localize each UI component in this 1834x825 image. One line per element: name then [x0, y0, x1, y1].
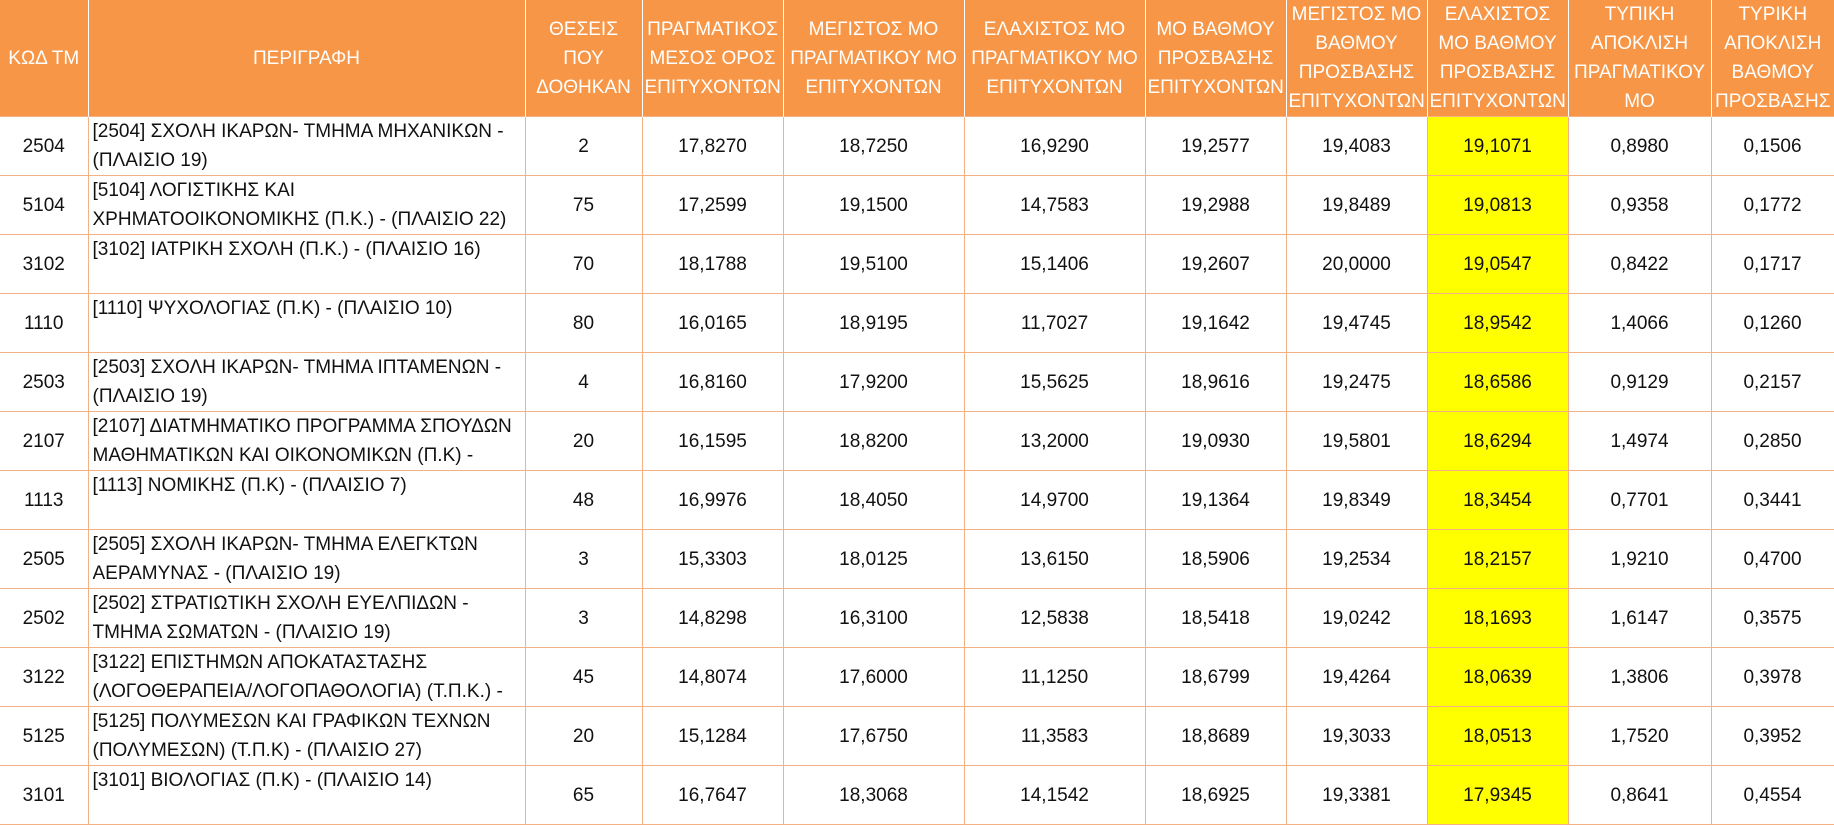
table-cell[interactable]: 2503: [0, 353, 88, 412]
table-cell[interactable]: 2: [525, 117, 642, 176]
table-cell[interactable]: 19,0242: [1286, 589, 1427, 648]
table-cell[interactable]: 2107: [0, 412, 88, 471]
table-cell[interactable]: 18,0639: [1427, 648, 1568, 707]
table-cell[interactable]: 14,1542: [964, 766, 1145, 825]
table-cell[interactable]: 19,0930: [1145, 412, 1286, 471]
table-cell[interactable]: 20: [525, 707, 642, 766]
table-cell[interactable]: 0,9358: [1568, 176, 1711, 235]
table-cell[interactable]: 18,9542: [1427, 294, 1568, 353]
column-header[interactable]: ΜΕΓΙΣΤΟΣ ΜΟ ΠΡΑΓΜΑΤΙΚΟΥ ΜΟ ΕΠΙΤΥΧΟΝΤΩΝ: [783, 0, 964, 117]
table-row[interactable]: [0, 117, 1834, 176]
table-cell[interactable]: 20: [525, 412, 642, 471]
table-cell[interactable]: 19,0547: [1427, 235, 1568, 294]
table-row[interactable]: [0, 176, 1834, 235]
table-cell[interactable]: 16,9976: [642, 471, 783, 530]
table-cell[interactable]: 1,3806: [1568, 648, 1711, 707]
table-cell[interactable]: 16,9290: [964, 117, 1145, 176]
table-cell[interactable]: 11,1250: [964, 648, 1145, 707]
table-cell[interactable]: 16,1595: [642, 412, 783, 471]
table-cell[interactable]: 3122: [0, 648, 88, 707]
table-row[interactable]: [0, 471, 1834, 530]
table-cell[interactable]: 18,2157: [1427, 530, 1568, 589]
table-cell[interactable]: 18,5906: [1145, 530, 1286, 589]
table-cell[interactable]: 18,5418: [1145, 589, 1286, 648]
table-row[interactable]: [0, 353, 1834, 412]
table-row[interactable]: [0, 412, 1834, 471]
table-cell[interactable]: 19,0813: [1427, 176, 1568, 235]
table-cell[interactable]: 19,2607: [1145, 235, 1286, 294]
table-row[interactable]: [0, 235, 1834, 294]
column-header[interactable]: ΘΕΣΕΙΣ ΠΟΥ ΔΟΘΗΚΑΝ: [525, 0, 642, 117]
table-cell[interactable]: 0,9129: [1568, 353, 1711, 412]
table-cell[interactable]: 1,4974: [1568, 412, 1711, 471]
table-cell[interactable]: 15,1406: [964, 235, 1145, 294]
table-cell[interactable]: 19,5100: [783, 235, 964, 294]
table-row[interactable]: [0, 648, 1834, 707]
column-header[interactable]: ΜΕΓΙΣΤΟΣ ΜΟ ΒΑΘΜΟΥ ΠΡΟΣΒΑΣΗΣ ΕΠΙΤΥΧΟΝΤΩΝ: [1286, 0, 1427, 117]
table-cell[interactable]: 15,3303: [642, 530, 783, 589]
cell-text: [2503] ΣΧΟΛΗ ΙΚΑΡΩΝ- ΤΜΗΜΑ ΙΠΤΑΜΕΝΩΝ - (ΠΛΑΙΣΙΟ 19): [92, 357, 502, 407]
table-cell[interactable]: 0,7701: [1568, 471, 1711, 530]
table-cell[interactable]: 11,3583: [964, 707, 1145, 766]
table-cell[interactable]: 13,6150: [964, 530, 1145, 589]
table-cell[interactable]: 18,1693: [1427, 589, 1568, 648]
table-cell[interactable]: [88, 117, 525, 176]
table-cell[interactable]: 0,3575: [1711, 589, 1834, 648]
table-cell[interactable]: 0,2850: [1711, 412, 1834, 471]
table-cell[interactable]: 19,2988: [1145, 176, 1286, 235]
table-cell[interactable]: 17,8270: [642, 117, 783, 176]
column-header[interactable]: ΜΟ ΒΑΘΜΟΥ ΠΡΟΣΒΑΣΗΣ ΕΠΙΤΥΧΟΝΤΩΝ: [1145, 0, 1286, 117]
cell-text: [2504] ΣΧΟΛΗ ΙΚΑΡΩΝ- ΤΜΗΜΑ ΜΗΧΑΝΙΚΩΝ - (ΠΛΑΙΣΙΟ 19): [92, 121, 504, 171]
table-cell[interactable]: [88, 589, 525, 648]
table-cell[interactable]: 3: [525, 589, 642, 648]
table-cell[interactable]: [88, 471, 525, 530]
table-cell[interactable]: 19,2534: [1286, 530, 1427, 589]
table-cell[interactable]: [88, 176, 525, 235]
cell-text: [1110] ΨΥΧΟΛΟΓΙΑΣ (Π.Κ) - (ΠΛΑΙΣΙΟ 10): [92, 298, 453, 319]
table-cell[interactable]: 1,4066: [1568, 294, 1711, 353]
table-cell[interactable]: 16,7647: [642, 766, 783, 825]
table-cell[interactable]: 70: [525, 235, 642, 294]
cell-text: [3101] ΒΙΟΛΟΓΙΑΣ (Π.Κ) - (ΠΛΑΙΣΙΟ 14): [92, 770, 432, 791]
table-cell[interactable]: 3101: [0, 766, 88, 825]
column-header[interactable]: ΕΛΑΧΙΣΤΟΣ ΜΟ ΠΡΑΓΜΑΤΙΚΟΥ ΜΟ ΕΠΙΤΥΧΟΝΤΩΝ: [964, 0, 1145, 117]
table-cell[interactable]: 18,8689: [1145, 707, 1286, 766]
table-cell[interactable]: 80: [525, 294, 642, 353]
table-cell[interactable]: [88, 766, 525, 825]
column-header[interactable]: ΤΥΠΙΚΗ ΑΠΟΚΛΙΣΗ ΠΡΑΓΜΑΤΙΚΟΥ ΜΟ: [1568, 0, 1711, 117]
cell-text: [2502] ΣΤΡΑΤΙΩΤΙΚΗ ΣΧΟΛΗ ΕΥΕΛΠΙΔΩΝ - ΤΜΗΜΑ ΣΩΜΑΤΩΝ - (ΠΛΑΙΣΙΟ 19): [92, 593, 469, 643]
table-cell[interactable]: 16,3100: [783, 589, 964, 648]
table-cell[interactable]: 15,5625: [964, 353, 1145, 412]
table-cell[interactable]: 65: [525, 766, 642, 825]
table-cell[interactable]: 19,3033: [1286, 707, 1427, 766]
table-cell[interactable]: 1110: [0, 294, 88, 353]
table-cell[interactable]: 18,6925: [1145, 766, 1286, 825]
table-cell[interactable]: 12,5838: [964, 589, 1145, 648]
cell-text: [2505] ΣΧΟΛΗ ΙΚΑΡΩΝ- ΤΜΗΜΑ ΕΛΕΓΚΤΩΝ ΑΕΡΑΜΥΝΑΣ - (ΠΛΑΙΣΙΟ 19): [92, 534, 478, 584]
column-header[interactable]: ΤΥΡΙΚΗ ΑΠΟΚΛΙΣΗ ΒΑΘΜΟΥ ΠΡΟΣΒΑΣΗΣ: [1711, 0, 1834, 117]
table-cell[interactable]: 19,4745: [1286, 294, 1427, 353]
column-header[interactable]: ΠΡΑΓΜΑΤΙΚΟΣ ΜΕΣΟΣ ΟΡΟΣ ΕΠΙΤΥΧΟΝΤΩΝ: [642, 0, 783, 117]
table-cell[interactable]: 17,9345: [1427, 766, 1568, 825]
table-cell[interactable]: 19,1364: [1145, 471, 1286, 530]
table-row[interactable]: [0, 294, 1834, 353]
table-row[interactable]: [0, 589, 1834, 648]
table-cell[interactable]: 16,8160: [642, 353, 783, 412]
table-cell[interactable]: 14,7583: [964, 176, 1145, 235]
table-cell[interactable]: 18,9616: [1145, 353, 1286, 412]
table-cell[interactable]: 4: [525, 353, 642, 412]
table-cell[interactable]: [88, 353, 525, 412]
table-cell[interactable]: 14,8074: [642, 648, 783, 707]
table-cell[interactable]: 19,4083: [1286, 117, 1427, 176]
table-cell[interactable]: 14,9700: [964, 471, 1145, 530]
table-cell[interactable]: 18,4050: [783, 471, 964, 530]
cell-text: [2107] ΔΙΑΤΜΗΜΑΤΙΚΟ ΠΡΟΓΡΑΜΜΑ ΣΠΟΥΔΩΝ ΜΑΘΗΜΑΤΙΚΩΝ ΚΑΙ ΟΙΚΟΝΟΜΙΚΩΝ (Π.Κ) -: [92, 416, 512, 466]
table-cell[interactable]: 19,3381: [1286, 766, 1427, 825]
table-cell[interactable]: 0,1260: [1711, 294, 1834, 353]
table-cell[interactable]: 17,6000: [783, 648, 964, 707]
table-cell[interactable]: 19,8489: [1286, 176, 1427, 235]
table-cell[interactable]: 20,0000: [1286, 235, 1427, 294]
table-cell[interactable]: 3102: [0, 235, 88, 294]
table-cell[interactable]: 0,3978: [1711, 648, 1834, 707]
table-cell[interactable]: 48: [525, 471, 642, 530]
table-cell[interactable]: 0,4554: [1711, 766, 1834, 825]
table-cell[interactable]: 18,3068: [783, 766, 964, 825]
table-cell[interactable]: 0,1717: [1711, 235, 1834, 294]
cell-text: [3122] ΕΠΙΣΤΗΜΩΝ ΑΠΟΚΑΤΑΣΤΑΣΗΣ (ΛΟΓΟΘΕΡΑΠΕΙΑ/ΛΟΓΟΠΑΘΟΛΟΓΙΑ) (Τ.Π.Κ.) -: [92, 652, 503, 702]
table-row[interactable]: [0, 707, 1834, 766]
table-cell[interactable]: [88, 648, 525, 707]
table-cell[interactable]: 18,8200: [783, 412, 964, 471]
table-cell[interactable]: 75: [525, 176, 642, 235]
table-cell[interactable]: [88, 412, 525, 471]
table-body: [0, 117, 1834, 825]
table-cell[interactable]: 19,1642: [1145, 294, 1286, 353]
table-cell[interactable]: 2505: [0, 530, 88, 589]
table-cell[interactable]: 19,1500: [783, 176, 964, 235]
table-cell[interactable]: 18,0513: [1427, 707, 1568, 766]
table-cell[interactable]: 18,6799: [1145, 648, 1286, 707]
table-cell[interactable]: 0,3952: [1711, 707, 1834, 766]
table-cell[interactable]: 1,7520: [1568, 707, 1711, 766]
table-cell[interactable]: 2502: [0, 589, 88, 648]
column-header[interactable]: ΕΛΑΧΙΣΤΟΣ ΜΟ ΒΑΘΜΟΥ ΠΡΟΣΒΑΣΗΣ ΕΠΙΤΥΧΟΝΤΩΝ: [1427, 0, 1568, 117]
table-cell[interactable]: 19,2577: [1145, 117, 1286, 176]
header-row: [0, 0, 1834, 117]
table-cell[interactable]: 11,7027: [964, 294, 1145, 353]
table-cell[interactable]: [88, 530, 525, 589]
table-cell[interactable]: 0,8641: [1568, 766, 1711, 825]
table-cell[interactable]: 19,4264: [1286, 648, 1427, 707]
table-cell[interactable]: 18,9195: [783, 294, 964, 353]
table-cell[interactable]: 0,8422: [1568, 235, 1711, 294]
table-cell[interactable]: 18,3454: [1427, 471, 1568, 530]
column-header[interactable]: ΚΩΔ ΤΜ: [0, 0, 88, 117]
table-row[interactable]: [0, 766, 1834, 825]
table-cell[interactable]: 5104: [0, 176, 88, 235]
table-cell[interactable]: 17,9200: [783, 353, 964, 412]
table-cell[interactable]: 1,6147: [1568, 589, 1711, 648]
table-cell[interactable]: [88, 235, 525, 294]
table-cell[interactable]: 13,2000: [964, 412, 1145, 471]
table-cell[interactable]: 19,5801: [1286, 412, 1427, 471]
table-cell[interactable]: 16,0165: [642, 294, 783, 353]
cell-text: [1113] ΝΟΜΙΚΗΣ (Π.Κ) - (ΠΛΑΙΣΙΟ 7): [92, 475, 407, 496]
table-cell[interactable]: 1,9210: [1568, 530, 1711, 589]
table-cell[interactable]: 18,1788: [642, 235, 783, 294]
table-cell[interactable]: 19,2475: [1286, 353, 1427, 412]
table-cell[interactable]: 14,8298: [642, 589, 783, 648]
table-cell[interactable]: [88, 294, 525, 353]
table-cell[interactable]: 0,8980: [1568, 117, 1711, 176]
table-cell[interactable]: 19,1071: [1427, 117, 1568, 176]
table-cell[interactable]: 18,0125: [783, 530, 964, 589]
table-cell[interactable]: 0,2157: [1711, 353, 1834, 412]
table-cell[interactable]: 19,8349: [1286, 471, 1427, 530]
table-cell[interactable]: 0,1772: [1711, 176, 1834, 235]
table-cell[interactable]: 17,6750: [783, 707, 964, 766]
table-cell[interactable]: 18,7250: [783, 117, 964, 176]
table-cell[interactable]: 5125: [0, 707, 88, 766]
table-cell[interactable]: 3: [525, 530, 642, 589]
column-header[interactable]: ΠΕΡΙΓΡΑΦΗ: [88, 0, 525, 117]
cell-text: [5104] ΛΟΓΙΣΤΙΚΗΣ ΚΑΙ ΧΡΗΜΑΤΟΟΙΚΟΝΟΜΙΚΗΣ (Π.Κ.) - (ΠΛΑΙΣΙΟ 22): [92, 180, 507, 230]
table-cell[interactable]: [88, 707, 525, 766]
table-cell[interactable]: 17,2599: [642, 176, 783, 235]
table-cell[interactable]: 18,6586: [1427, 353, 1568, 412]
cell-text: [3102] ΙΑΤΡΙΚΗ ΣΧΟΛΗ (Π.Κ.) - (ΠΛΑΙΣΙΟ 16): [92, 239, 481, 260]
table-cell[interactable]: 0,1506: [1711, 117, 1834, 176]
table-cell[interactable]: 1113: [0, 471, 88, 530]
table-cell[interactable]: 0,3441: [1711, 471, 1834, 530]
table-row[interactable]: [0, 530, 1834, 589]
cell-text: [5125] ΠΟΛΥΜΕΣΩΝ ΚΑΙ ΓΡΑΦΙΚΩΝ ΤΕΧΝΩΝ (ΠΟΛΥΜΕΣΩΝ) (Τ.Π.Κ) - (ΠΛΑΙΣΙΟ 27): [92, 711, 491, 761]
table-cell[interactable]: 18,6294: [1427, 412, 1568, 471]
table-cell[interactable]: 2504: [0, 117, 88, 176]
table-cell[interactable]: 15,1284: [642, 707, 783, 766]
table-cell[interactable]: 45: [525, 648, 642, 707]
table-cell[interactable]: 0,4700: [1711, 530, 1834, 589]
